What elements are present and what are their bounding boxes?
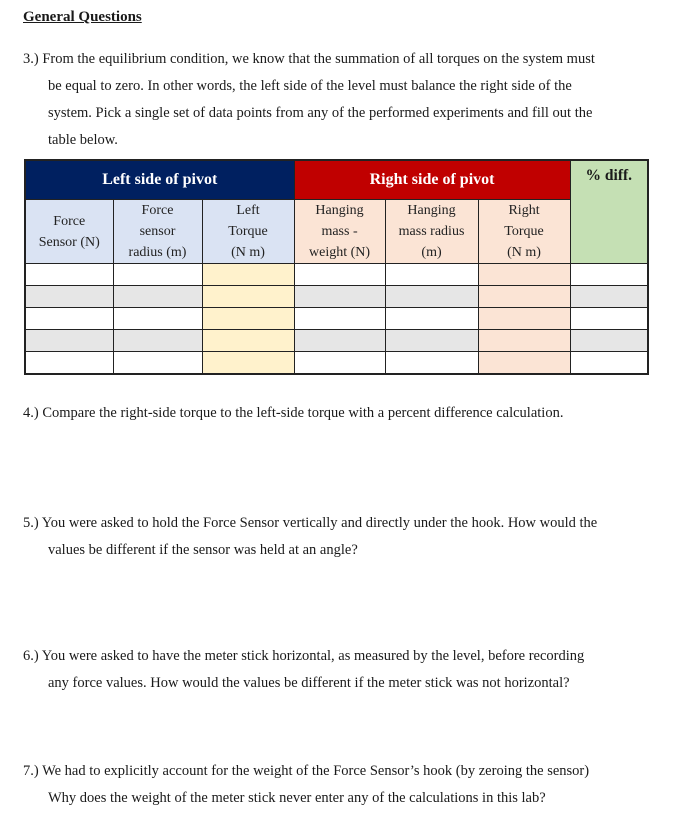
col-header-line: Hanging [315,203,364,218]
question-6 [23,643,663,697]
cell-left-torque[interactable] [202,352,294,375]
q7-line: Why does the weight of the meter stick never enter any of the calculations in this lab? [48,790,546,806]
col-header-line: Sensor (N) [38,234,100,250]
col-header-line: radius (m) [128,245,187,260]
cell-percent-diff[interactable] [570,308,648,330]
cell-hanging-radius[interactable] [385,352,478,375]
table-row [25,330,648,352]
cell-right-torque[interactable] [478,330,570,352]
col-header-left-torque [202,200,294,264]
col-header-line: sensor [139,224,176,239]
cell-percent-diff[interactable] [570,286,648,308]
cell-hanging-radius[interactable] [385,330,478,352]
left-side-header: Left side of pivot [25,160,294,200]
q5-line: 5.) You were asked to hold the Force Sensor vertically and directly under the hook. How would the [23,515,598,531]
col-header-line: Force [141,203,174,218]
cell-force[interactable] [25,264,113,286]
right-side-header: Right side of pivot [294,160,570,200]
col-header-hanging-weight [294,200,385,264]
col-header-line: (N m) [231,245,265,260]
q3-line: 3.) From the equilibrium condition, we know that the summation of all torques on the system must [23,51,595,67]
q3-line: be equal to zero. In other words, the left side of the level must balance the right side of the [48,78,572,94]
question-7 [23,758,663,812]
cell-hanging-weight[interactable] [294,352,385,375]
col-header-line: Torque [228,224,268,239]
col-header-right-torque [478,200,570,264]
col-header-line: Force [53,213,86,229]
cell-hanging-radius[interactable] [385,264,478,286]
cell-hanging-weight[interactable] [294,330,385,352]
cell-percent-diff[interactable] [570,352,648,375]
q6-line: 6.) You were asked to have the meter stick horizontal, as measured by the level, before recording [23,648,585,664]
question-3 [23,46,663,154]
cell-hanging-radius[interactable] [385,286,478,308]
table-row [25,352,648,375]
cell-sensor-radius[interactable] [113,352,202,375]
percent-diff-header: % diff. [570,160,648,264]
cell-right-torque[interactable] [478,308,570,330]
col-header-line: weight (N) [309,245,371,260]
table-row [25,308,648,330]
q7-line: 7.) We had to explicitly account for the weight of the Force Sensor’s hook (by zeroing the sensor) [23,763,590,779]
cell-hanging-weight[interactable] [294,286,385,308]
col-header-line: Left [236,203,260,218]
cell-sensor-radius[interactable] [113,308,202,330]
cell-right-torque[interactable] [478,264,570,286]
cell-left-torque[interactable] [202,264,294,286]
col-header-line: mass radius [398,224,465,239]
table-row [25,264,648,286]
torque-table [24,159,649,375]
cell-right-torque[interactable] [478,286,570,308]
cell-force[interactable] [25,352,113,375]
q4-line: 4.) Compare the right-side torque to the left-side torque with a percent difference calculation. [23,405,564,421]
q3-line: system. Pick a single set of data points from any of the performed experiments and fill out the [48,105,593,121]
cell-hanging-radius[interactable] [385,308,478,330]
question-4 [23,400,663,427]
col-header-line: mass - [321,224,358,239]
cell-right-torque[interactable] [478,352,570,375]
q6-line: any force values. How would the values be different if the meter stick was not horizontal? [48,675,570,691]
cell-percent-diff[interactable] [570,264,648,286]
col-header-line: (N m) [507,245,541,260]
section-heading: General Questions [23,9,142,25]
col-header-line: Right [508,203,540,218]
question-5 [23,510,663,564]
cell-left-torque[interactable] [202,286,294,308]
cell-hanging-weight[interactable] [294,264,385,286]
cell-force[interactable] [25,308,113,330]
cell-left-torque[interactable] [202,330,294,352]
cell-sensor-radius[interactable] [113,286,202,308]
cell-hanging-weight[interactable] [294,308,385,330]
cell-force[interactable] [25,330,113,352]
col-header-line: Hanging [407,203,456,218]
col-header-force-sensor [25,200,113,264]
cell-sensor-radius[interactable] [113,330,202,352]
col-header-line: (m) [421,245,442,260]
table-row [25,286,648,308]
cell-sensor-radius[interactable] [113,264,202,286]
col-header-line: Torque [504,224,544,239]
cell-left-torque[interactable] [202,308,294,330]
q3-line: table below. [48,132,118,148]
col-header-hanging-radius [385,200,478,264]
q5-line: values be different if the sensor was held at an angle? [48,542,358,558]
cell-percent-diff[interactable] [570,330,648,352]
cell-force[interactable] [25,286,113,308]
col-header-sensor-radius [113,200,202,264]
